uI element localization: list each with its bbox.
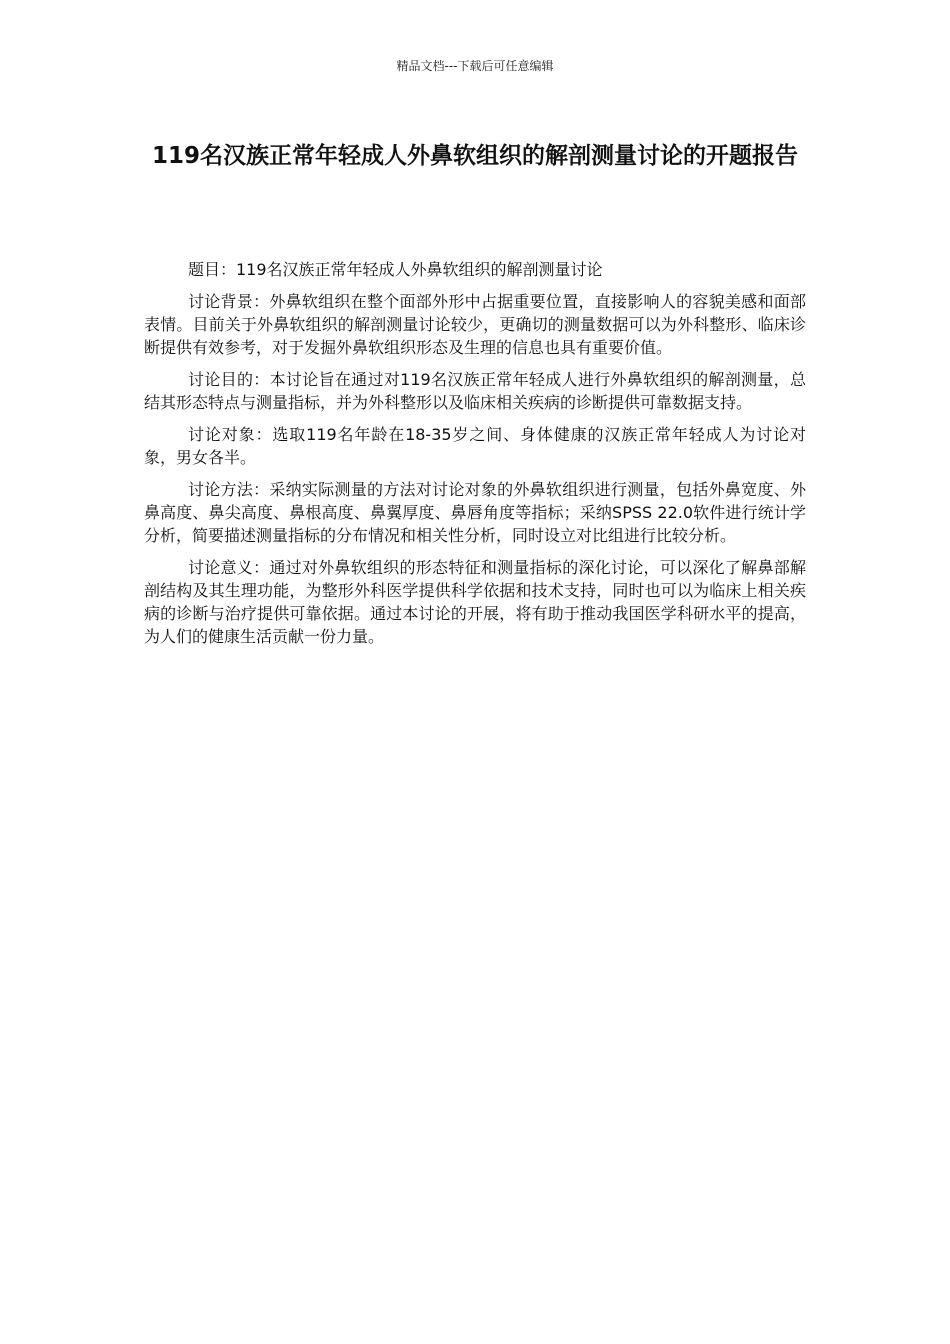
document-title: 119名汉族正常年轻成人外鼻软组织的解剖测量讨论的开题报告 bbox=[151, 143, 798, 169]
paragraph-significance: 讨论意义：通过对外鼻软组织的形态特征和测量指标的深化讨论，可以深化了解鼻部解剖结构及其生理功能，为整形外科医学提供科学依据和技术支持，同时也可以为临床上相关疾病的诊断与治疗提供可靠依据。通过本讨论的开展，将有助于推动我国医学科研水平的提高，为人们的健康生活贡献一份力量。 bbox=[144, 558, 806, 646]
paragraph-background: 讨论背景：外鼻软组织在整个面部外形中占据重要位置，直接影响人的容貌美感和面部表情。目前关于外鼻软组织的解剖测量讨论较少，更确切的测量数据可以为外科整形、临床诊断提供有效参考，对于发掘外鼻软组织形态及生理的信息也具有重要价值。 bbox=[144, 292, 806, 357]
document-body bbox=[144, 258, 806, 657]
paragraph-subjects: 讨论对象：选取119名年龄在18-35岁之间、身体健康的汉族正常年轻成人为讨论对象，男女各半。 bbox=[144, 425, 806, 467]
paragraph-topic: 题目：119名汉族正常年轻成人外鼻软组织的解剖测量讨论 bbox=[188, 260, 603, 279]
paragraph-methods: 讨论方法：采纳实际测量的方法对讨论对象的外鼻软组织进行测量，包括外鼻宽度、外鼻高度、鼻尖高度、鼻根高度、鼻翼厚度、鼻唇角度等指标；采纳SPSS 22.0软件进行统计学分析，简要描述测量指标的分布情况和相关性分析，同时设立对比组进行比较分析。 bbox=[144, 480, 806, 545]
header-note: 精品文档---下载后可任意编辑 bbox=[396, 59, 554, 73]
paragraph-purpose: 讨论目的：本讨论旨在通过对119名汉族正常年轻成人进行外鼻软组织的解剖测量，总结其形态特点与测量指标，并为外科整形以及临床相关疾病的诊断提供可靠数据支持。 bbox=[144, 370, 806, 412]
